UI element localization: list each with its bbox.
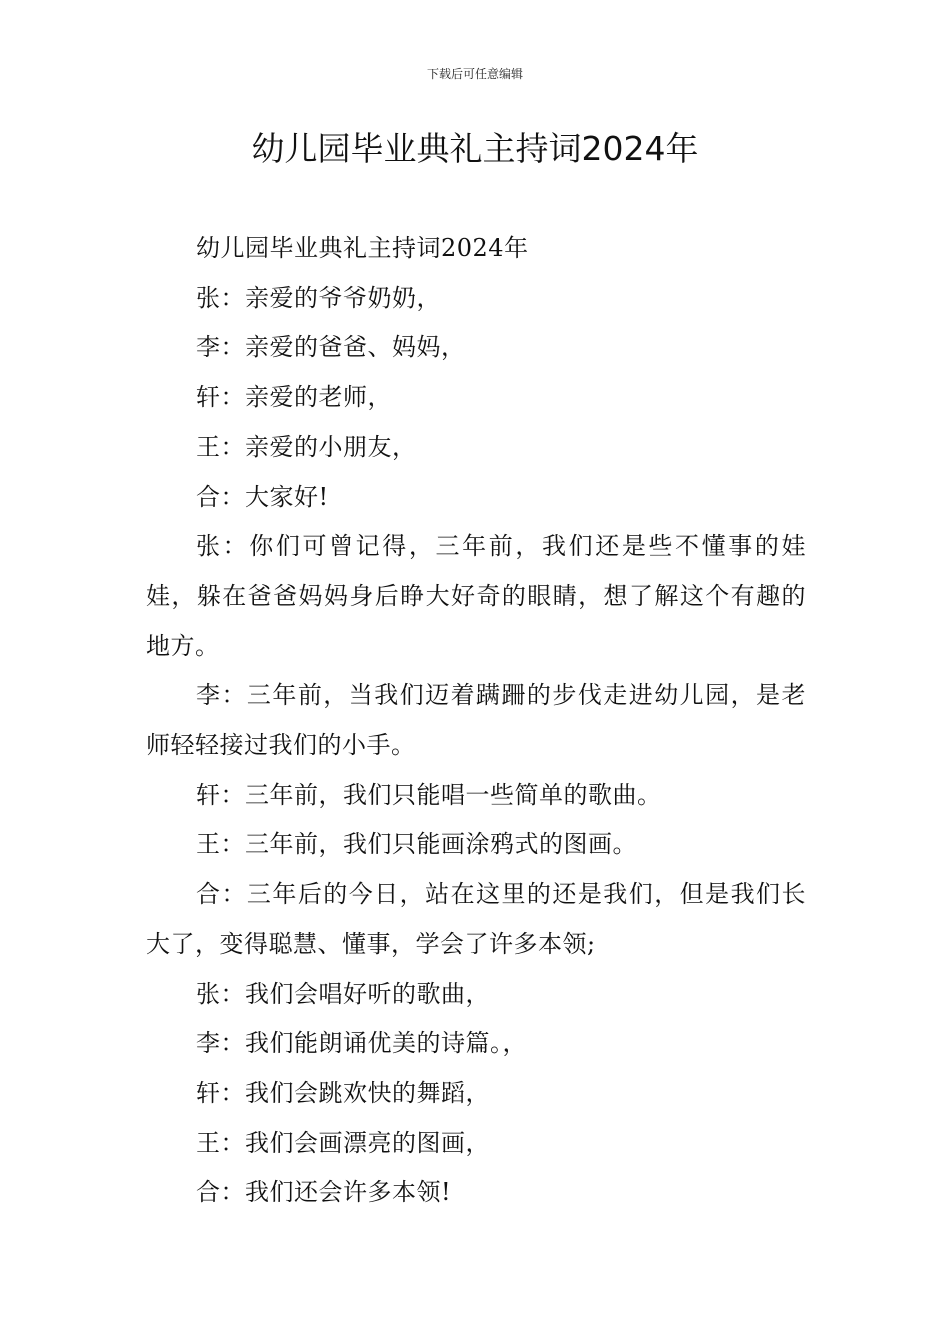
paragraph: 李：亲爱的爸爸、妈妈，: [196, 333, 466, 362]
paragraph: 合：大家好!: [196, 482, 329, 511]
paragraph: 张：你们可曾记得，三年前，我们还是些不懂事的娃娃，躲在爸爸妈妈身后睁大好奇的眼睛，想了解这个有趣的地方。: [146, 532, 806, 660]
document-body: [146, 224, 806, 1218]
paragraph: 张：我们会唱好听的歌曲，: [196, 979, 490, 1008]
paragraph: 幼儿园毕业典礼主持词2024年: [196, 234, 529, 262]
paragraph: 合：我们还会许多本领!: [196, 1178, 452, 1207]
paragraph: 轩：亲爱的老师，: [196, 383, 392, 412]
paragraph: 李：我们能朗诵优美的诗篇。，: [196, 1029, 527, 1058]
paragraph: 李：三年前，当我们迈着蹒跚的步伐走进幼儿园，是老师轻轻接过我们的小手。: [146, 681, 806, 760]
paragraph: 合：三年后的今日，站在这里的还是我们，但是我们长大了，变得聪慧、懂事，学会了许多本领;: [146, 880, 806, 958]
paragraph: 轩：我们会跳欢快的舞蹈，: [196, 1078, 490, 1107]
paragraph: 王：亲爱的小朋友，: [196, 432, 417, 461]
paragraph: 轩：三年前，我们只能唱一些简单的歌曲。: [196, 780, 662, 809]
document-title: 幼儿园毕业典礼主持词2024年: [251, 129, 699, 168]
paragraph: 王：我们会画漂亮的图画，: [196, 1128, 490, 1157]
header-note: 下载后可任意编辑: [426, 67, 523, 81]
paragraph: 王：三年前，我们只能画涂鸦式的图画。: [196, 830, 637, 859]
paragraph: 张：亲爱的爷爷奶奶，: [196, 283, 441, 312]
